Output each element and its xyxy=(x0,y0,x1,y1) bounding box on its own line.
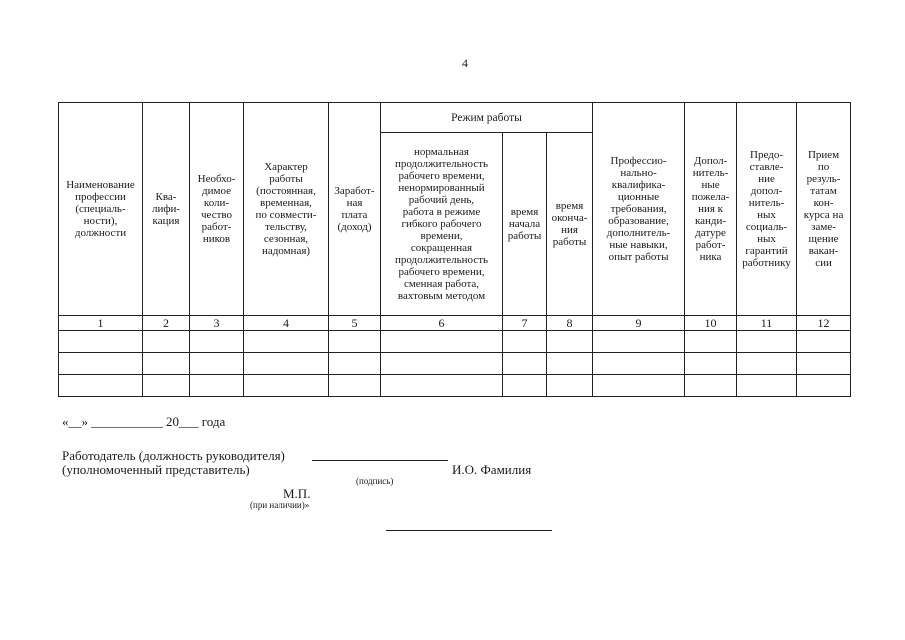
column-number: 6 xyxy=(381,316,503,331)
table-cell[interactable] xyxy=(244,353,329,375)
table-cell[interactable] xyxy=(381,375,503,397)
column-number: 11 xyxy=(737,316,797,331)
table-cell[interactable] xyxy=(190,375,244,397)
table-cell[interactable] xyxy=(593,331,685,353)
table-cell[interactable] xyxy=(59,331,143,353)
table-row xyxy=(59,331,851,353)
table-row xyxy=(59,375,851,397)
column-number: 9 xyxy=(593,316,685,331)
column-number: 1 xyxy=(59,316,143,331)
column-number: 12 xyxy=(797,316,851,331)
header-end-time: время оконча- ния работы xyxy=(547,133,593,316)
column-number: 8 xyxy=(547,316,593,331)
table-cell[interactable] xyxy=(381,331,503,353)
header-start-time: время начала работы xyxy=(503,133,547,316)
header-qualification: Ква- лифи- кация xyxy=(143,103,190,316)
table-cell[interactable] xyxy=(329,353,381,375)
table-cell[interactable] xyxy=(737,375,797,397)
header-requirements: Профессио- нально- квалифика- ционные требования, образование, дополнитель- ные навыки, опыт работы xyxy=(593,103,685,316)
table-cell[interactable] xyxy=(547,331,593,353)
header-work-mode: Режим работы xyxy=(381,103,593,133)
table-cell[interactable] xyxy=(329,331,381,353)
table-cell[interactable] xyxy=(143,331,190,353)
table-cell[interactable] xyxy=(143,353,190,375)
column-number: 3 xyxy=(190,316,244,331)
table-cell[interactable] xyxy=(59,353,143,375)
table-cell[interactable] xyxy=(797,375,851,397)
table-cell[interactable] xyxy=(547,375,593,397)
header-work-time-mode: нормальная продолжительность рабочего времени, ненормированный рабочий день, работа в режиме гибкого рабочего времени, сокращенная продолжительность рабочего времени, сменная работа, вахтовым методом xyxy=(381,133,503,316)
signature-caption: (подпись) xyxy=(356,476,394,486)
table-cell[interactable] xyxy=(547,353,593,375)
table-cell[interactable] xyxy=(381,353,503,375)
table-cell[interactable] xyxy=(797,353,851,375)
table-cell[interactable] xyxy=(797,331,851,353)
vacancy-table xyxy=(58,102,851,397)
column-number: 7 xyxy=(503,316,547,331)
table-cell[interactable] xyxy=(190,353,244,375)
header-profession: Наименование профессии (специаль- ности), должности xyxy=(59,103,143,316)
table-cell[interactable] xyxy=(593,353,685,375)
header-wishes: Допол- нитель- ные пожела- ния к канди- датуре работ- ника xyxy=(685,103,737,316)
table-cell[interactable] xyxy=(685,331,737,353)
date-line: «__» ___________ 20___ года xyxy=(62,414,226,429)
table-cell[interactable] xyxy=(244,331,329,353)
table-cell[interactable] xyxy=(190,331,244,353)
table-cell[interactable] xyxy=(737,353,797,375)
employer-representative-label: (уполномоченный представитель) xyxy=(62,462,250,477)
stamp-label: М.П. xyxy=(283,486,311,501)
table-cell[interactable] xyxy=(503,353,547,375)
header-salary: Заработ- ная плата (доход) xyxy=(329,103,381,316)
closing-divider xyxy=(386,530,552,531)
column-number: 4 xyxy=(244,316,329,331)
page-number: 4 xyxy=(462,56,468,70)
header-social-guarantees: Предо- ставле- ние допол- нитель- ных социаль- ных гарантий работнику xyxy=(737,103,797,316)
table-cell[interactable] xyxy=(244,375,329,397)
table-cell[interactable] xyxy=(59,375,143,397)
table-cell[interactable] xyxy=(503,331,547,353)
table-cell[interactable] xyxy=(737,331,797,353)
stamp-caption: (при наличии)» xyxy=(250,500,310,510)
table-cell[interactable] xyxy=(329,375,381,397)
table-cell[interactable] xyxy=(143,375,190,397)
header-required-count: Необхо- димое коли- чество работ- ников xyxy=(190,103,244,316)
header-work-character: Характер работы (постоянная, временная, по совмести- тельству, сезонная, надомная) xyxy=(244,103,329,316)
name-placeholder: И.О. Фамилия xyxy=(452,462,532,477)
table-row xyxy=(59,353,851,375)
employer-label: Работодатель (должность руководителя) xyxy=(62,448,285,463)
header-competition: Прием по резуль- татам кон- курса на заме- щение вакан- сии xyxy=(797,103,851,316)
signature-line[interactable] xyxy=(312,460,448,461)
column-number: 5 xyxy=(329,316,381,331)
table-cell[interactable] xyxy=(685,353,737,375)
column-number: 2 xyxy=(143,316,190,331)
table-cell[interactable] xyxy=(593,375,685,397)
column-number: 10 xyxy=(685,316,737,331)
table-cell[interactable] xyxy=(503,375,547,397)
table-cell[interactable] xyxy=(685,375,737,397)
